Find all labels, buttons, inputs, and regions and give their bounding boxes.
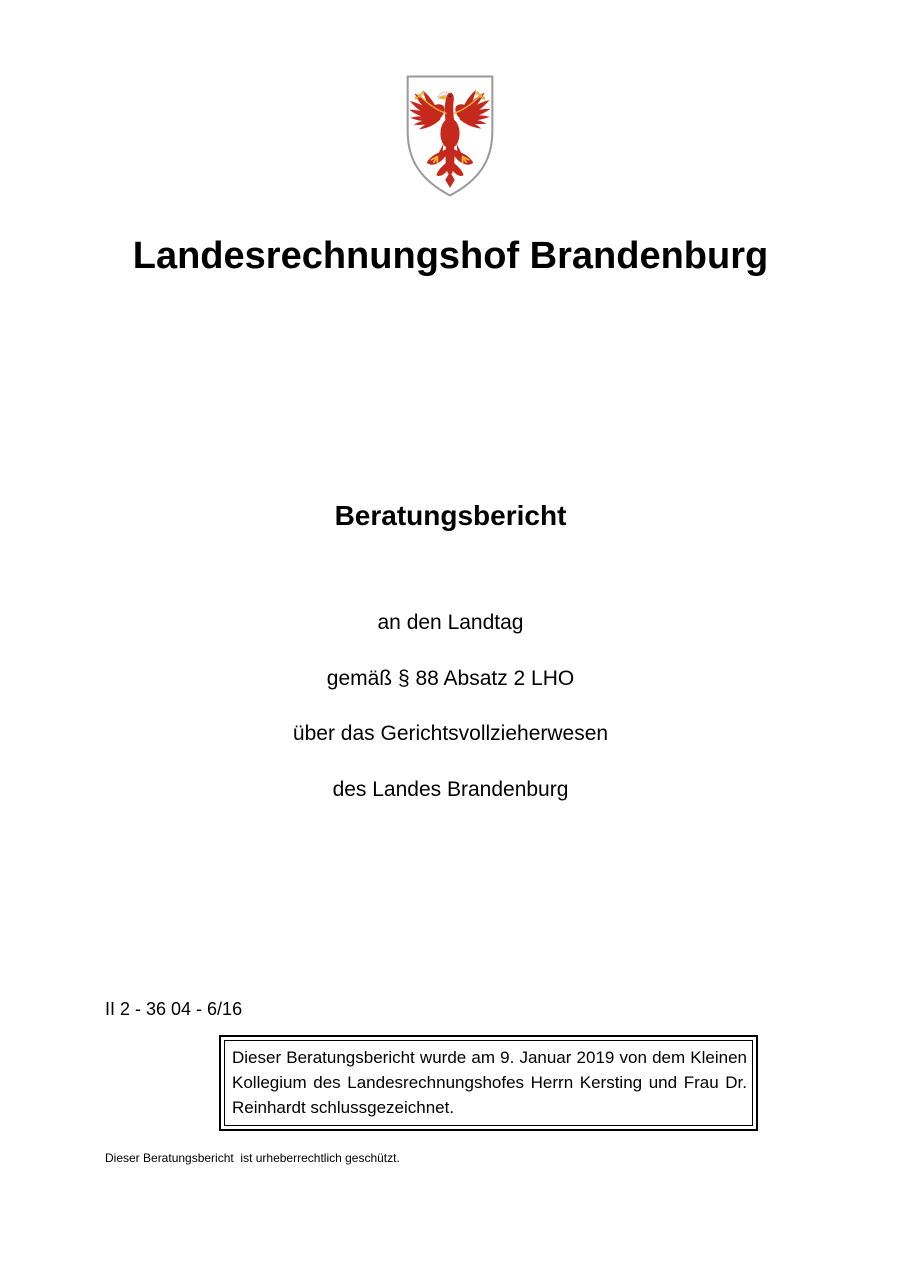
copyright-note: Dieser Beratungsbericht ist urheberrechtlich geschützt. [105, 1151, 400, 1165]
subtitle-line-topic: über das Gerichtsvollzieherwesen [292, 722, 609, 745]
approval-note-text: Dieser Beratungsbericht wurde am 9. Januar 2019 von dem Kleinen Kollegium des Landesrechnungshofes Herrn Kersting und Frau Dr. Reinhardt schlussgezeichnet. [224, 1040, 753, 1126]
right-trefoil-leaf [476, 92, 479, 95]
document-type-heading: Beratungsbericht [334, 500, 567, 531]
organization-title: Landesrechnungshof Brandenburg [132, 235, 769, 277]
subtitle-line-recipient: an den Landtag [377, 611, 524, 634]
left-trefoil-leaf [415, 96, 418, 99]
brandenburg-coat-of-arms-icon [403, 73, 497, 200]
left-trefoil-leaf [421, 92, 424, 95]
subtitle-line-region: des Landes Brandenburg [332, 778, 569, 801]
subtitle-line-legal-basis: gemäß § 88 Absatz 2 LHO [326, 667, 575, 690]
file-reference: II 2 - 36 04 - 6/16 [105, 999, 243, 1019]
approval-note-box [219, 1035, 758, 1131]
right-trefoil-leaf [482, 96, 485, 99]
eagle-eye [449, 95, 451, 97]
